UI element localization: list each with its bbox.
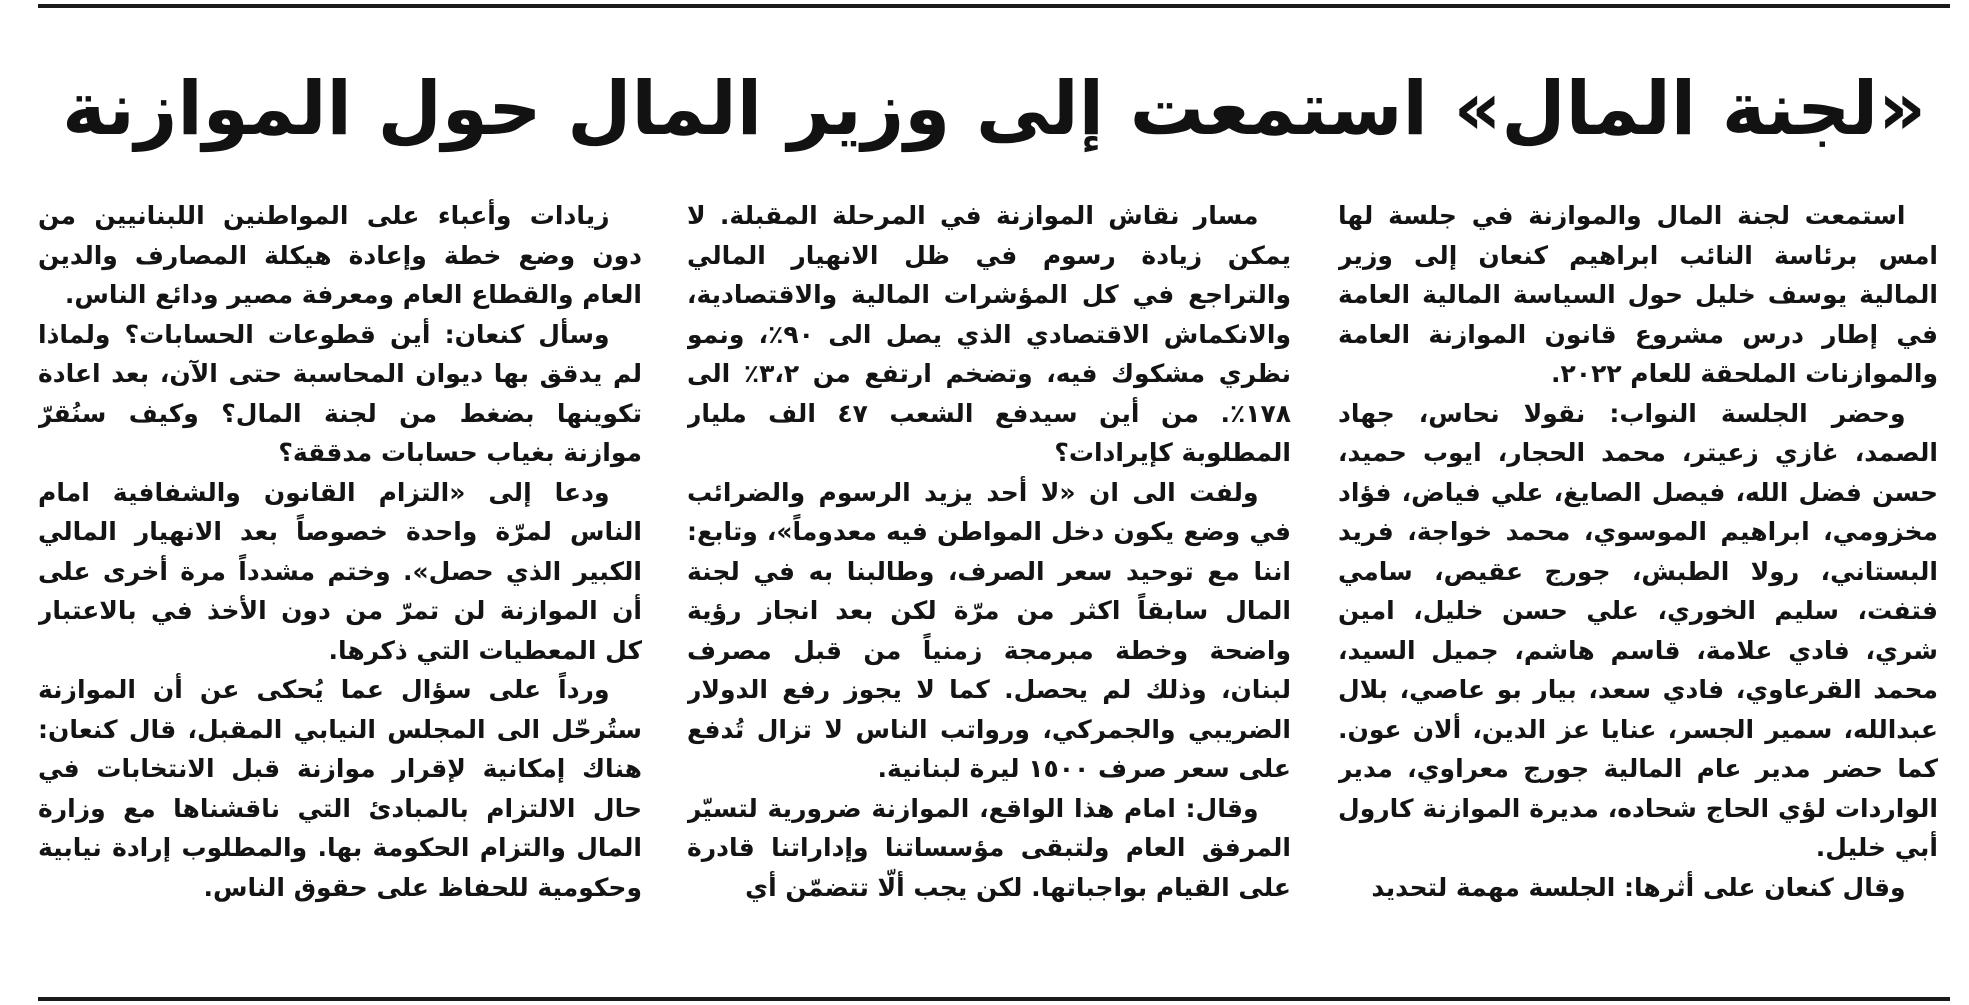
- top-rule: [38, 4, 1950, 8]
- headline: «لجنة المال» استمعت إلى وزير المال حول الموازنة: [62, 66, 1926, 152]
- paragraph: زيادات وأعباء على المواطنين اللبنانيين من دون وضع خطة وإعادة هيكلة المصارف والدين العام والقطاع العام ومعرفة مصير ودائع الناس.: [38, 201, 642, 309]
- paragraph: استمعت لجنة المال والموازنة في جلسة لها امس برئاسة النائب ابراهيم كنعان إلى وزير المالية يوسف خليل حول السياسة المالية العامة في إطار درس مشروع قانون الموازنة العامة والموازنات الملحقة للعام ٢٠٢٢.: [1338, 201, 1938, 388]
- article-column-middle: [687, 196, 1291, 976]
- article-column-right: [1338, 196, 1938, 976]
- paragraph: وسأل كنعان: أين قطوعات الحسابات؟ ولماذا لم يدقق بها ديوان المحاسبة حتى الآن، بعد اعادة تكوينها بضغط من لجنة المال؟ وكيف سنُقرّ موازنة بغياب حسابات مدققة؟: [38, 319, 642, 467]
- paragraph: ودعا إلى «التزام القانون والشفافية امام الناس لمرّة واحدة خصوصاً بعد الانهيار المالي الكبير الذي حصل». وختم مشدداً مرة أخرى على أن الموازنة لن تمرّ من دون الأخذ في بالاعتبار كل المعطيات التي ذكرها.: [38, 477, 642, 665]
- article-column-left: [38, 196, 642, 976]
- paragraph: ورداً على سؤال عما يُحكى عن أن الموازنة ستُرحّل الى المجلس النيابي المقبل، قال كنعان: هناك إمكانية لإقرار موازنة قبل الانتخابات في حال الالتزام بالمبادئ التي ناقشناها مع وزارة المال والتزام الحكومة بها. والمطلوب إرادة نيابية وحكومية للحفاظ على حقوق الناس.: [38, 675, 642, 902]
- paragraph: وحضر الجلسة النواب: نقولا نحاس، جهاد الصمد، غازي زعيتر، محمد الحجار، ايوب حميد، حسن فضل الله، فيصل الصايغ، علي فياض، فؤاد مخزومي، ابراهيم الموسوي، محمد خواجة، فريد البستاني، رولا الطبش، جورج عقيص، سامي فتفت، سليم الخوري، علي حسن خليل، امين شري، فادي علامة، قاسم هاشم، جميل السيد، محمد القرعاوي، فادي سعد، بيار بو عاصي، بلال عبدالله، سمير الجسر، عنايا عز الدين، ألان عون. كما حضر مدير عام المالية جورج معراوي، مدير الواردات لؤي الحاج شحاده، مديرة الموازنة كارول أبي خليل.: [1338, 398, 1938, 862]
- paragraph: ولفت الى ان «لا أحد يزيد الرسوم والضرائب في وضع يكون دخل المواطن فيه معدوماً»، وتابع: اننا مع توحيد سعر الصرف، وطالبنا به في لجنة المال سابقاً اكثر من مرّة لكن بعد انجاز رؤية واضحة وخطة مبرمجة زمنياً من قبل مصرف لبنان، وذلك لم يحصل. كما لا يجوز رفع الدولار الضريبي والجمركي، ورواتب الناس لا تزال تُدفع على سعر صرف ١٥٠٠ ليرة لبنانية.: [687, 477, 1291, 783]
- paragraph: وقال: امام هذا الواقع، الموازنة ضرورية لتسيّر المرفق العام ولتبقى مؤسساتنا وإداراتنا قادرة على القيام بواجباتها. لكن يجب ألّا تتضمّن أي: [687, 793, 1291, 902]
- bottom-rule: [38, 997, 1950, 1001]
- paragraph: وقال كنعان على أثرها: الجلسة مهمة لتحديد: [1371, 872, 1906, 902]
- paragraph: مسار نقاش الموازنة في المرحلة المقبلة. لا يمكن زيادة رسوم في ظل الانهيار المالي والتراجع في كل المؤشرات المالية والاقتصادية، والانكماش الاقتصادي الذي يصل الى ٩٠٪، ونمو نظري مشكوك فيه، وتضخم ارتفع من ٣،٢٪ الى ١٧٨٪. من أين سيدفع الشعب ٤٧ الف مليار المطلوبة كإيرادات؟: [687, 201, 1291, 467]
